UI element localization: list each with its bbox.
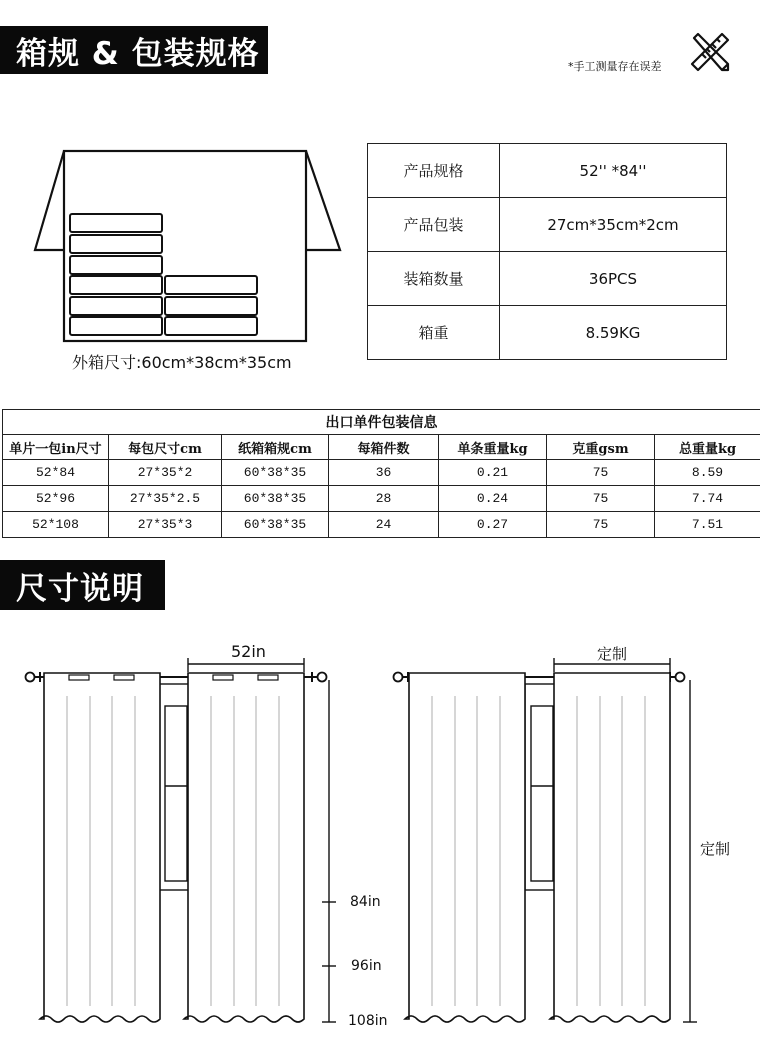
table-cell: 28 xyxy=(329,486,439,512)
table-cell: 24 xyxy=(329,512,439,538)
spec-value: 36PCS xyxy=(500,252,727,306)
table-cell: 60*38*35 xyxy=(222,486,329,512)
table-cell: 75 xyxy=(547,486,655,512)
carton-illustration xyxy=(30,145,350,345)
table-cell: 52*96 xyxy=(3,486,109,512)
table-cell: 27*35*2.5 xyxy=(109,486,222,512)
export-table-title: 出口单件包装信息 xyxy=(3,410,760,435)
table-row xyxy=(368,144,727,198)
column-header: 单条重量kg xyxy=(439,435,547,460)
column-header: 每箱件数 xyxy=(329,435,439,460)
custom-length-label: 定制 xyxy=(700,840,731,858)
table-cell: 75 xyxy=(547,460,655,486)
spec-label: 产品规格 xyxy=(368,144,500,198)
width-label-52in: 52in xyxy=(231,642,266,661)
ruler-pencil-icon xyxy=(688,30,732,74)
custom-width-label: 定制 xyxy=(597,645,628,663)
table-cell: 0.27 xyxy=(439,512,547,538)
table-row xyxy=(3,512,760,538)
curtain-panel-right xyxy=(184,673,304,1022)
spec-value: 52'' *84'' xyxy=(500,144,727,198)
spec-value: 27cm*35cm*2cm xyxy=(500,198,727,252)
packing-spec-banner xyxy=(0,26,268,74)
spec-value: 8.59KG xyxy=(500,306,727,360)
spec-label: 箱重 xyxy=(368,306,500,360)
table-row xyxy=(368,306,727,360)
export-packing-table-wrap xyxy=(2,409,760,538)
length-label-84in: 84in xyxy=(350,894,381,910)
table-cell: 27*35*3 xyxy=(109,512,222,538)
size-section-banner xyxy=(0,560,165,610)
curtain-panel-left xyxy=(40,673,160,1022)
table-row xyxy=(3,460,760,486)
length-label-108in: 108in xyxy=(348,1013,388,1029)
table-row xyxy=(368,198,727,252)
curtain-diagram-standard xyxy=(22,636,392,1036)
export-packing-table xyxy=(2,409,760,538)
packing-spec-title: 箱规 & 包装规格 xyxy=(16,35,260,72)
table-row xyxy=(3,486,760,512)
column-header: 单片一包in尺寸 xyxy=(3,435,109,460)
table-cell: 60*38*35 xyxy=(222,512,329,538)
table-cell: 75 xyxy=(547,512,655,538)
column-header: 总重量kg xyxy=(655,435,760,460)
column-header: 克重gsm xyxy=(547,435,655,460)
column-header: 纸箱箱规cm xyxy=(222,435,329,460)
table-cell: 7.51 xyxy=(655,512,760,538)
table-cell: 52*108 xyxy=(3,512,109,538)
curtain-panel-left xyxy=(405,673,525,1022)
product-spec-table xyxy=(367,143,727,360)
table-cell: 36 xyxy=(329,460,439,486)
curtain-panel-right xyxy=(550,673,670,1022)
table-cell: 7.74 xyxy=(655,486,760,512)
table-cell: 8.59 xyxy=(655,460,760,486)
measurement-note: *手工测量存在误差 xyxy=(568,60,662,73)
length-label-96in: 96in xyxy=(351,958,382,974)
table-row xyxy=(368,252,727,306)
size-section-title: 尺寸说明 xyxy=(16,570,144,607)
spec-label: 产品包装 xyxy=(368,198,500,252)
table-cell: 27*35*2 xyxy=(109,460,222,486)
table-cell: 0.21 xyxy=(439,460,547,486)
carton-size-caption: 外箱尺寸:60cm*38cm*35cm xyxy=(72,353,292,372)
curtain-diagram-custom xyxy=(390,636,720,1036)
column-header: 每包尺寸cm xyxy=(109,435,222,460)
table-cell: 60*38*35 xyxy=(222,460,329,486)
spec-label: 装箱数量 xyxy=(368,252,500,306)
table-cell: 52*84 xyxy=(3,460,109,486)
table-cell: 0.24 xyxy=(439,486,547,512)
